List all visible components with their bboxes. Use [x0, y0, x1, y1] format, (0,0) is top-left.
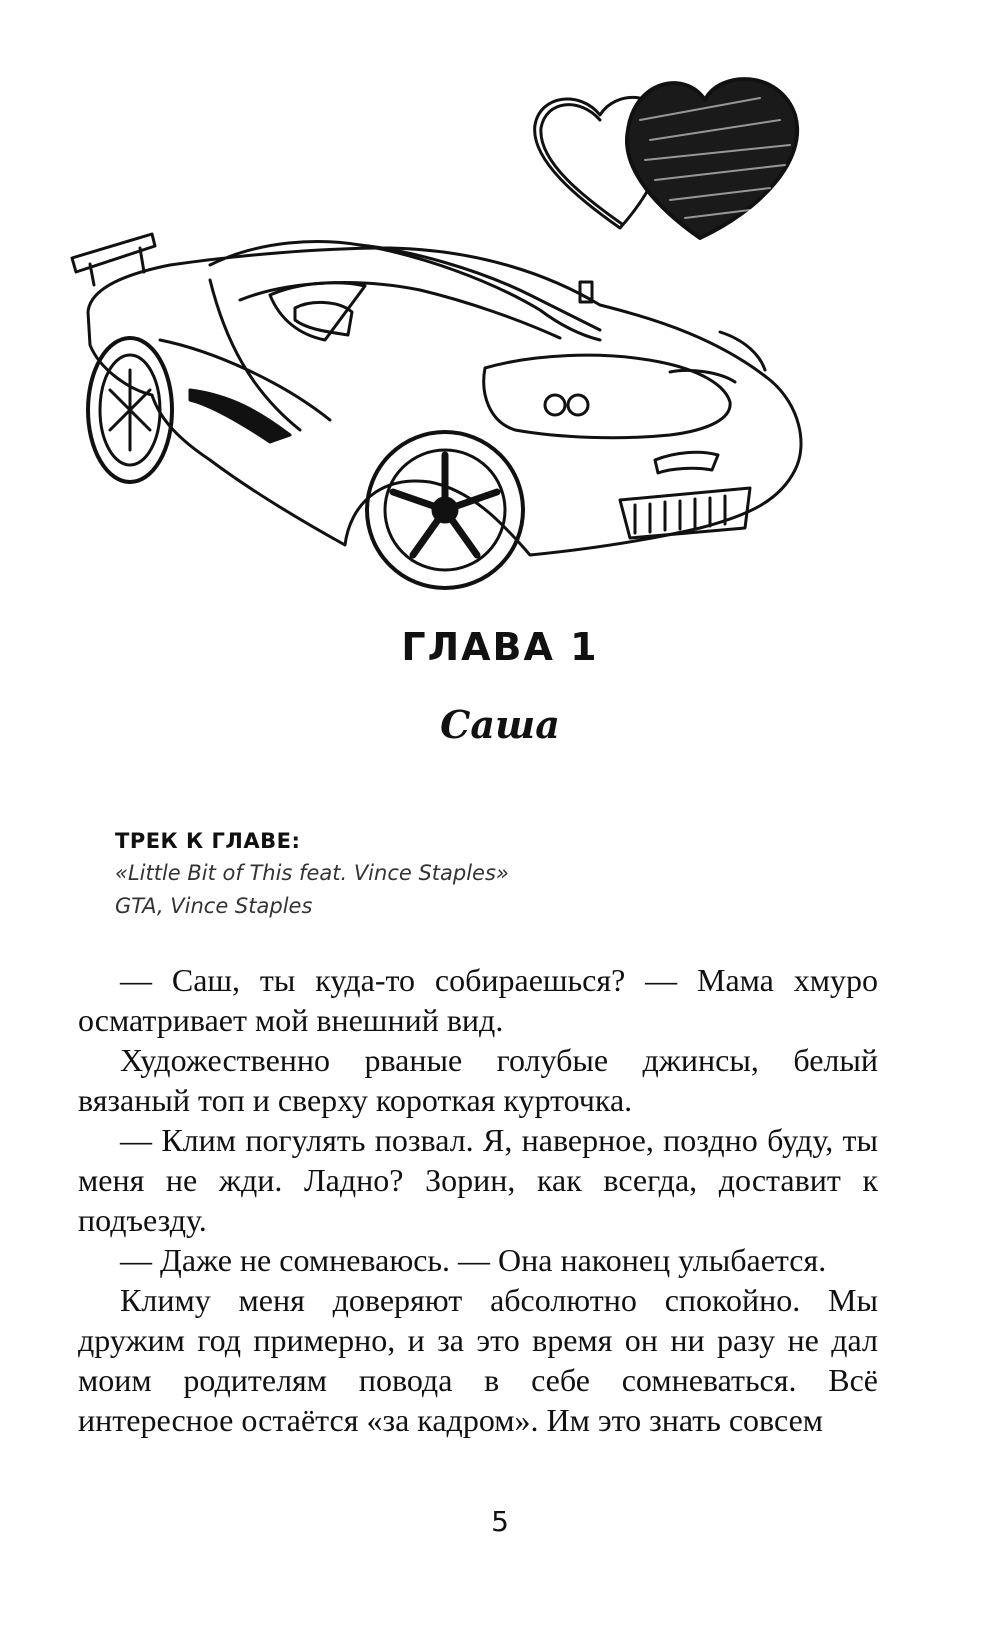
chapter-track-info: [115, 825, 815, 923]
chapter-body: [78, 960, 878, 1440]
paragraph: Художественно рваные голубые джинсы, белый вязаный топ и сверху короткая курточка.: [78, 1042, 878, 1118]
paragraph: — Клим погулять позвал. Я, наверное, поздно буду, ты меня не жди. Ладно? Зорин, как всегда, доставит к подъезду.: [78, 1122, 878, 1238]
paragraph: Климу меня доверяют абсолютно спокойно. Мы дружим год примерно, и за это время он ни разу не дал моим родителям повода в себе сомневаться. Всё интересное остаётся «за кадром». Им это знать совсем: [78, 1282, 878, 1438]
hearts-icon: [535, 79, 797, 238]
track-song: «Little Bit of This feat. Vince Staples»: [115, 861, 509, 885]
outline-heart-icon: [541, 105, 622, 224]
track-label: ТРЕК К ГЛАВЕ:: [115, 829, 301, 853]
page-number: 5: [491, 1505, 509, 1538]
chapter-illustration: [60, 50, 880, 610]
track-artists: GTA, Vince Staples: [115, 894, 313, 918]
filled-heart-icon: [627, 79, 797, 238]
sports-car-icon: [72, 234, 801, 588]
paragraph: — Даже не сомневаюсь. — Она наконец улыбается.: [120, 1242, 827, 1278]
chapter-heading: ГЛАВА 1: [401, 625, 599, 669]
paragraph: — Саш, ты куда-то собираешься? — Мама хмуро осматривает мой внешний вид.: [78, 962, 878, 1038]
chapter-subtitle: Саша: [440, 702, 560, 747]
